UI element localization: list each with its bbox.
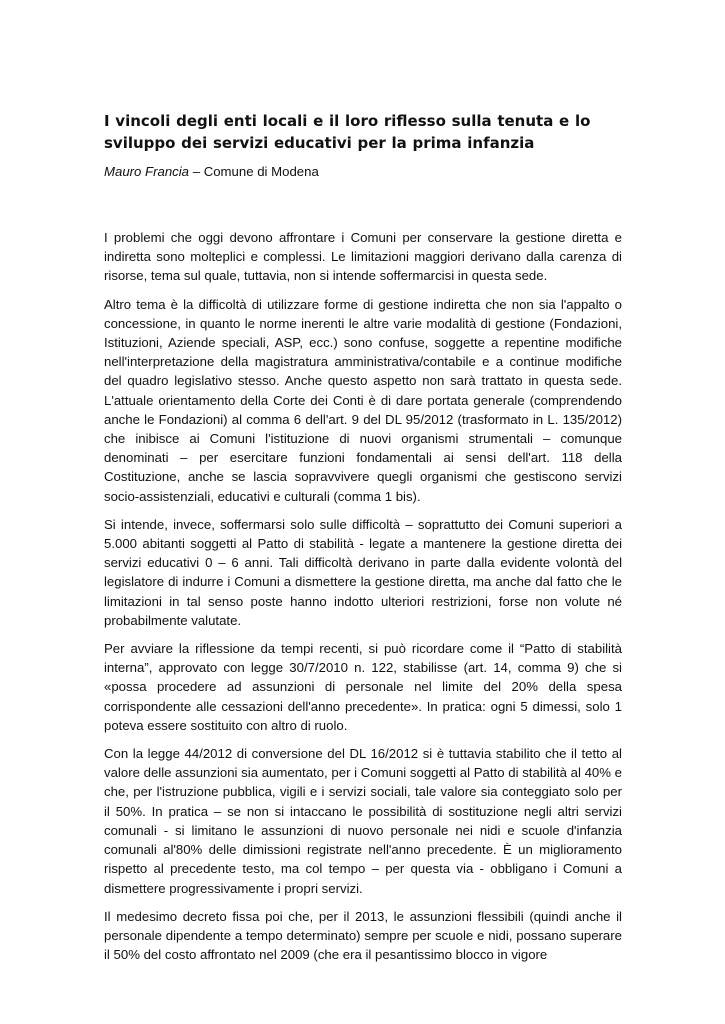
author-separator: – [189, 164, 204, 179]
paragraph: Per avviare la riflessione da tempi recenti, si può ricordare come il “Patto di stabilità interna”, approvato con legge 30/7/2010 n. 122, stabilisse (art. 14, comma 9) che si «possa procedere ad assunzioni di personale nel limite del 20% della spesa corrispondente alle cessazioni dell'anno precedente». In pratica: ogni 5 dimessi, solo 1 poteva essere sostituito con altro di ruolo. [104, 641, 622, 733]
author-line [104, 162, 622, 182]
paragraph: Si intende, invece, soffermarsi solo sulle difficoltà – soprattutto dei Comuni superiori a 5.000 abitanti soggetti al Patto di stabilità - legate a mantenere la gestione diretta dei servizi educativi 0 – 6 anni. Tali difficoltà derivano in parte dalla evidente volontà del legislatore di indurre i Comuni a dismettere la gestione diretta, ma anche dal fatto che le limitazioni in tal senso poste hanno indotto ulteriori restrizioni, forse non volute né probabilmente valutate. [104, 516, 622, 628]
paragraph: I problemi che oggi devono affrontare i Comuni per conservare la gestione diretta e indiretta sono molteplici e complessi. Le limitazioni maggiori derivano dalla carenza di risorse, tema sul quale, tuttavia, non si intende soffermarcisi in questa sede. [104, 230, 622, 284]
document-body [104, 228, 622, 964]
document-title: I vincoli degli enti locali e il loro riflesso sulla tenuta e lo sviluppo dei servizi educativi per la prima infanzia [104, 112, 591, 152]
document-page [104, 110, 622, 973]
author-affiliation: Comune di Modena [203, 164, 319, 179]
paragraph: Con la legge 44/2012 di conversione del DL 16/2012 si è tuttavia stabilito che il tetto al valore delle assunzioni sia aumentato, per i Comuni soggetti al Patto di stabilità al 40% e che, per l'istruzione pubblica, vigili e i servizi sociali, tale valore sia conteggiato solo per il 50%. In pratica – se non si intaccano le possibilità di sostituzione negli altri servizi comunali - si limitano le assunzioni di nuovo personale nei nidi e scuole d'infanzia comunali al'80% delle dimissioni registrate nell'anno precedente. È un miglioramento rispetto al precedente testo, ma col tempo – per questa via - obbligano i Comuni a dismettere progressivamente i propri servizi. [104, 746, 622, 896]
paragraph: Altro tema è la difficoltà di utilizzare forme di gestione indiretta che non sia l'appalto o concessione, in quanto le norme inerenti le altre varie modalità di gestione (Fondazioni, Istituzioni, Aziende speciali, ASP, ecc.) sono confuse, soggette a repentine modifiche nell'interpretazione della magistratura amministrativa/contabile e a continue modifiche del quadro legislativo stesso. Anche questo aspetto non sarà trattato in questa sede. L'attuale orientamento della Corte dei Conti è di dare portata generale (comprendendo anche le Fondazioni) al comma 6 dell'art. 9 del DL 95/2012 (trasformato in L. 135/2012) che inibisce ai Comuni l'istituzione di nuovi organismi strumentali – comunque denominati – per esercitare funzioni fondamentali ai sensi dell'art. 118 della Costituzione, anche se lascia sopravvivere quegli organismi che gestiscono servizi socio-assistenziali, educativi e culturali (comma 1 bis). [104, 296, 622, 504]
paragraph: Il medesimo decreto fissa poi che, per il 2013, le assunzioni flessibili (quindi anche il personale dipendente a tempo determinato) sempre per scuole e nidi, possano superare il 50% del costo affrontato nel 2009 (che era il pesantissimo blocco in vigore [104, 908, 622, 963]
author-name: Mauro Francia [104, 164, 190, 179]
